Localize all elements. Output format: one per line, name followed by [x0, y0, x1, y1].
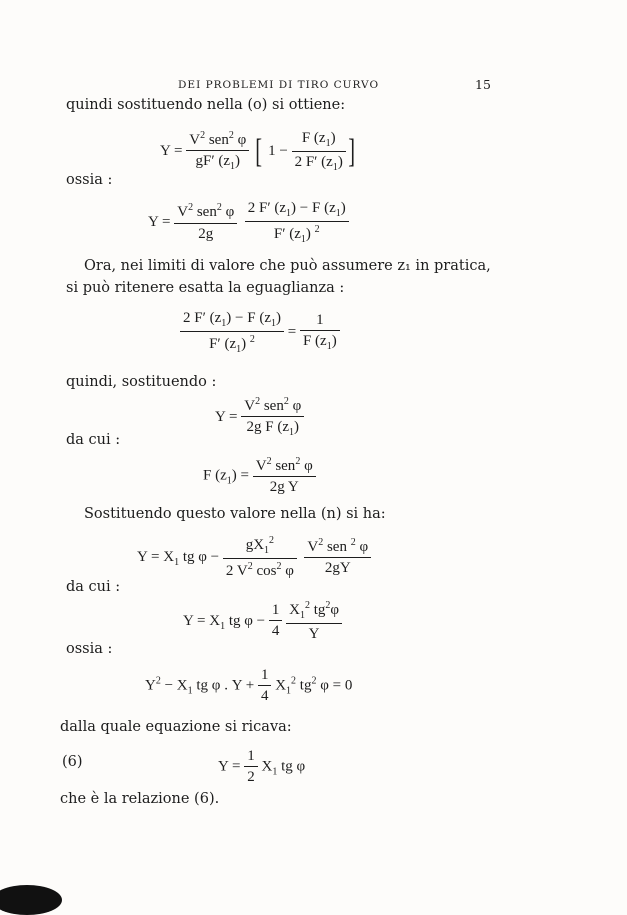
- equation-7: $Y = X_1$ tg φ − $\frac{1}{4}$ $\frac{X_1^2 tg^2\varphi}{Y}$: [183, 600, 342, 643]
- paragraph-dalla: dalla quale equazione si ricava:: [60, 719, 292, 735]
- label-quindi-sostituendo: quindi, sostituendo :: [66, 374, 217, 390]
- label-ossia-1: ossia :: [66, 172, 113, 188]
- equation-9: Y = $\frac{1}{2}$ $X_1$ tg φ: [218, 748, 306, 786]
- paragraph-final: che è la relazione (6).: [60, 791, 220, 807]
- label-da-cui-1: da cui :: [66, 432, 121, 448]
- running-head: DEI PROBLEMI DI TIRO CURVO: [178, 79, 380, 91]
- equation-6: $Y = X_1$ tg φ − $\frac{gX_1^2}{2 V^2 \cos^2 \varphi}$ $\frac{V^2 sen ^2 \varphi}{2gY}$: [137, 535, 371, 580]
- paragraph-ora-line2: si può ritenere esatta la eguaglianza :: [66, 280, 345, 296]
- paragraph-sostituendo: Sostituendo questo valore nella (n) si ha:: [84, 506, 386, 522]
- equation-5: F $(z_1)$ = $\frac{V^2 sen^2 \varphi}{\text{2g Y}}$: [203, 456, 316, 497]
- equation-1: Y = $\frac{V^2 sen^2 \varphi}{gF' (z_1)}$ [ 1 − $\frac{F (z_1)}{2 F' (z_1)}$ ]: [160, 130, 355, 173]
- equation-label-6: (6): [62, 754, 83, 770]
- label-da-cui-2: da cui :: [66, 579, 121, 595]
- paragraph-intro: quindi sostituendo nella (o) si ottiene:: [66, 97, 346, 113]
- paragraph-ora-line1: Ora, nei limiti di valore che può assumere z₁ in pratica,: [84, 258, 491, 274]
- page-number: 15: [475, 77, 491, 92]
- equation-2: Y = $\frac{V^2 sen^2 \varphi}{2g}$ $\frac{2 F' (z_1) - F (z_1)}{F' (z_1) ^2}$: [148, 200, 349, 245]
- label-ossia-2: ossia :: [66, 641, 113, 657]
- equation-4: Y = $\frac{V^2 sen^2 \varphi}{2g F (z_1)}$: [215, 396, 304, 439]
- equation-8: $Y^2 - X_1$ tg φ . Y + $\frac{1}{4}$ $X_1^2$ $tg^2$ φ = 0: [145, 667, 353, 705]
- scan-shadow: [0, 885, 62, 915]
- equation-3: $\frac{2 F' (z_1) - F (z_1)}{F' (z_1) ^2}$ = $\frac{1}{F (z_1)}$: [180, 310, 340, 355]
